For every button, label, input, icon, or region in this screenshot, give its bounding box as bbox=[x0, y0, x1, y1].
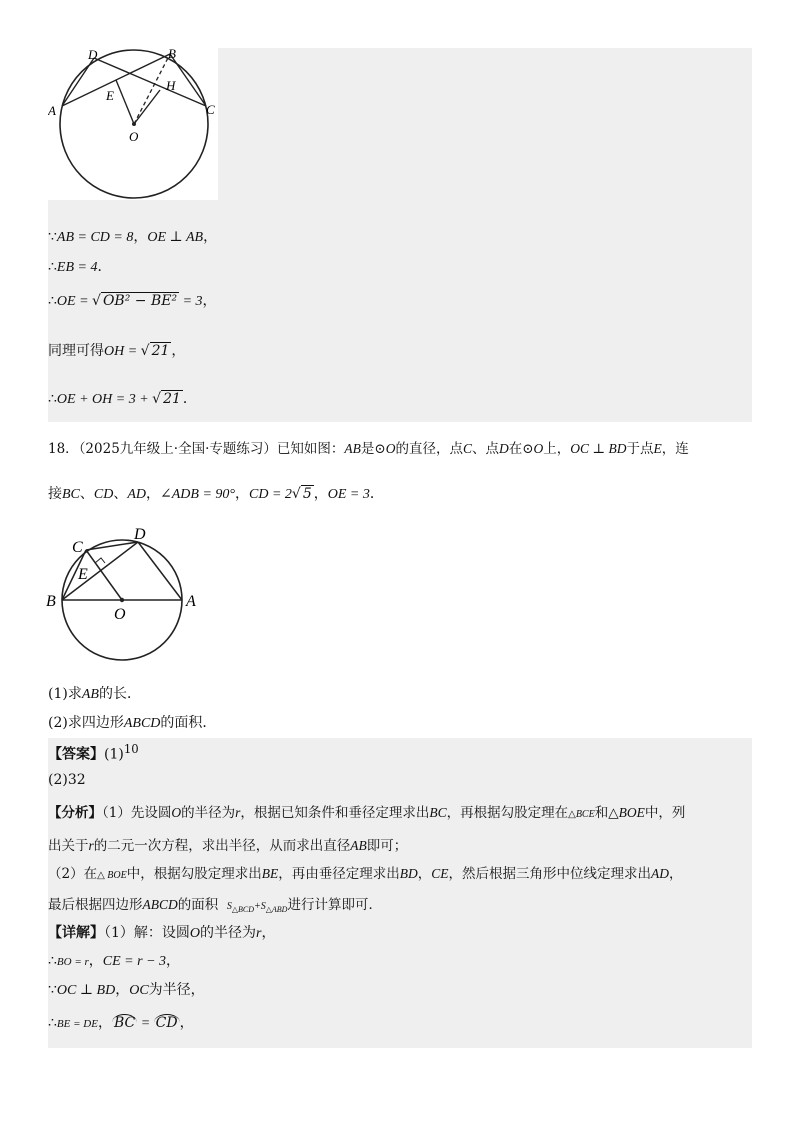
analysis-line-2: 出关于r的二元一次方程，求出半径，从而求出直径AB即可； bbox=[48, 838, 408, 854]
fig2-label-c: C bbox=[72, 539, 83, 556]
fig1-label-c: C bbox=[206, 102, 215, 117]
fig1-label-a: A bbox=[48, 103, 56, 118]
sol-line-2: ∴EB = 4． bbox=[48, 259, 112, 275]
fig2-right-angle-mark bbox=[95, 558, 105, 563]
analysis-line-3: （2）在△ BOE中，根据勾股定理求出BE，再由垂径定理求出BD，CE，然后根据三角形中位线定理求出AD， bbox=[48, 866, 683, 882]
detail-line-2: ∴BO = r，CE = r − 3， bbox=[48, 953, 181, 969]
fig1-segment-oe bbox=[116, 80, 134, 124]
part-2-question: (2)求四边形ABCD的面积． bbox=[48, 715, 217, 731]
analysis-line-1: 【分析】（1）先设圆O的半径为r，根据已知条件和垂径定理求出BC，再根据勾股定理在△BCE和△BOE中，列 bbox=[48, 805, 686, 821]
fig1-label-e: E bbox=[106, 88, 114, 103]
fig1-label-o: O bbox=[129, 129, 139, 144]
part-1-question: (1)求AB的长． bbox=[48, 686, 141, 702]
fig1-segment-oh bbox=[134, 90, 160, 124]
question-18-line-2: 接BC、CD、AD，∠ADB = 90°，CD = 2√ 5 ，OE = 3． bbox=[48, 486, 384, 502]
sol-line-3: ∴OE = √ OB² − BE² = 3， bbox=[48, 293, 217, 309]
fig2-label-o: O bbox=[114, 606, 126, 623]
fig2-label-d: D bbox=[134, 526, 146, 543]
fig2-center bbox=[120, 598, 124, 602]
fig1-label-d: D bbox=[88, 48, 98, 62]
fig2-label-e: E bbox=[78, 566, 88, 583]
answer-line-2: (2)32 bbox=[48, 772, 86, 788]
detail-line-3: ∵OC ⊥ BD，OC为半径， bbox=[48, 982, 205, 998]
detail-line-4: ∴BE = DE， BC = CD ， bbox=[48, 1015, 194, 1031]
sol-line-5: ∴OE + OH = 3 + √ 21 ． bbox=[48, 391, 197, 407]
figure-2-svg bbox=[44, 522, 204, 662]
answer-line-1: 【答案】$(1)^{10}$ bbox=[48, 742, 139, 763]
sol-line-1: ∵AB = CD = 8，OE ⊥ AB， bbox=[48, 229, 218, 245]
analysis-line-4: 最后根据四边形ABCD的面积 $S_{\triangle BCD}+S_{\triangle ABD}$进行计算即可． bbox=[48, 897, 382, 914]
fig1-label-h: H bbox=[166, 78, 176, 93]
fig1-center bbox=[132, 122, 136, 126]
sol-line-4: 同理可得OH = √ 21 ， bbox=[48, 343, 186, 359]
detail-line-1: 【详解】（1）解：设圆O的半径为r， bbox=[48, 925, 276, 941]
figure-2 bbox=[44, 522, 204, 662]
fig2-label-a: A bbox=[186, 593, 196, 610]
fig2-label-b: B bbox=[46, 593, 56, 610]
figure-1-svg bbox=[48, 48, 218, 200]
fig1-label-b: B bbox=[168, 48, 176, 61]
figure-1 bbox=[48, 48, 218, 200]
question-18-line-1: 18．（2025九年级上·全国·专题练习）已知如图：AB是⊙O的直径，点C、点D在⊙O上，OC ⊥ BD于点E，连 bbox=[48, 441, 689, 457]
